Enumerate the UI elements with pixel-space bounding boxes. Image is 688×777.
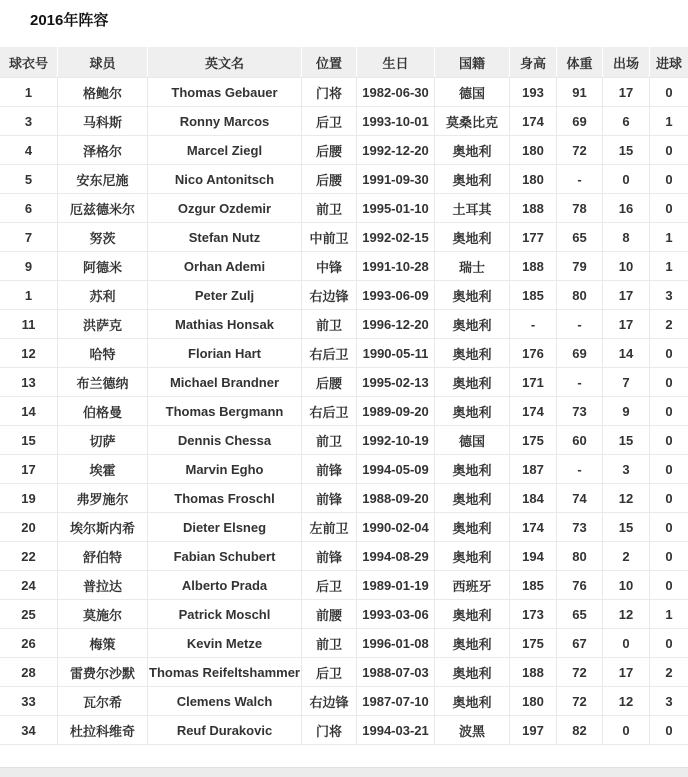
table-cell: Dieter Elsneg bbox=[148, 512, 302, 541]
table-cell: 12 bbox=[603, 686, 650, 715]
table-cell: 前腰 bbox=[302, 599, 357, 628]
table-header-row bbox=[0, 47, 688, 77]
table-cell: 门将 bbox=[302, 77, 357, 106]
table-cell: Thomas Reifeltshammer bbox=[148, 657, 302, 686]
table-cell: 1996-01-08 bbox=[357, 628, 435, 657]
table-cell: 0 bbox=[650, 77, 688, 106]
table-cell: 西班牙 bbox=[435, 570, 510, 599]
table-cell: 后卫 bbox=[302, 570, 357, 599]
table-cell: 1989-01-19 bbox=[357, 570, 435, 599]
table-cell: 174 bbox=[510, 512, 557, 541]
column-header: 出场 bbox=[603, 47, 650, 77]
table-cell: 后腰 bbox=[302, 164, 357, 193]
roster-table bbox=[0, 47, 688, 745]
table-cell: 雷费尔沙默 bbox=[58, 657, 148, 686]
table-cell: 0 bbox=[650, 454, 688, 483]
table-cell: 0 bbox=[650, 715, 688, 744]
table-cell: Orhan Ademi bbox=[148, 251, 302, 280]
table-cell: 11 bbox=[0, 309, 58, 338]
table-cell: - bbox=[557, 309, 603, 338]
table-cell: 2 bbox=[650, 309, 688, 338]
table-cell: 1 bbox=[650, 106, 688, 135]
table-cell: 莫施尔 bbox=[58, 599, 148, 628]
table-row bbox=[0, 135, 688, 164]
table-cell: 德国 bbox=[435, 77, 510, 106]
table-row bbox=[0, 686, 688, 715]
table-cell: 伯格曼 bbox=[58, 396, 148, 425]
table-cell: 奥地利 bbox=[435, 483, 510, 512]
table-cell: Ronny Marcos bbox=[148, 106, 302, 135]
table-cell: - bbox=[557, 454, 603, 483]
table-cell: 10 bbox=[603, 251, 650, 280]
table-cell: 中锋 bbox=[302, 251, 357, 280]
table-cell: 187 bbox=[510, 454, 557, 483]
table-cell: 74 bbox=[557, 483, 603, 512]
table-cell: 奥地利 bbox=[435, 396, 510, 425]
table-cell: 65 bbox=[557, 222, 603, 251]
table-body bbox=[0, 77, 688, 744]
table-cell: 奥地利 bbox=[435, 657, 510, 686]
table-cell: 67 bbox=[557, 628, 603, 657]
table-cell: 176 bbox=[510, 338, 557, 367]
table-cell: - bbox=[510, 309, 557, 338]
table-cell: 3 bbox=[650, 686, 688, 715]
table-cell: 0 bbox=[603, 628, 650, 657]
table-cell: 埃霍 bbox=[58, 454, 148, 483]
table-cell: 0 bbox=[650, 338, 688, 367]
column-header: 球衣号 bbox=[0, 47, 58, 77]
table-cell: Marcel Ziegl bbox=[148, 135, 302, 164]
table-cell: Clemens Walch bbox=[148, 686, 302, 715]
table-cell: 184 bbox=[510, 483, 557, 512]
table-cell: 65 bbox=[557, 599, 603, 628]
table-cell: 奥地利 bbox=[435, 135, 510, 164]
table-row bbox=[0, 715, 688, 744]
table-cell: 188 bbox=[510, 657, 557, 686]
table-cell: 舒伯特 bbox=[58, 541, 148, 570]
table-cell: Mathias Honsak bbox=[148, 309, 302, 338]
table-cell: 174 bbox=[510, 396, 557, 425]
table-cell: 34 bbox=[0, 715, 58, 744]
table-cell: 1 bbox=[0, 77, 58, 106]
table-row bbox=[0, 599, 688, 628]
table-cell: 1990-05-11 bbox=[357, 338, 435, 367]
table-cell: Marvin Egho bbox=[148, 454, 302, 483]
table-cell: 7 bbox=[603, 367, 650, 396]
table-cell: 6 bbox=[603, 106, 650, 135]
table-cell: Michael Brandner bbox=[148, 367, 302, 396]
column-header: 英文名 bbox=[148, 47, 302, 77]
table-cell: 0 bbox=[650, 367, 688, 396]
table-row bbox=[0, 657, 688, 686]
table-cell: 0 bbox=[650, 425, 688, 454]
table-row bbox=[0, 222, 688, 251]
table-cell: 14 bbox=[603, 338, 650, 367]
table-cell: 193 bbox=[510, 77, 557, 106]
table-row bbox=[0, 512, 688, 541]
table-cell: 1988-07-03 bbox=[357, 657, 435, 686]
table-cell: 80 bbox=[557, 541, 603, 570]
table-cell: 左前卫 bbox=[302, 512, 357, 541]
table-cell: 175 bbox=[510, 628, 557, 657]
table-cell: 1996-12-20 bbox=[357, 309, 435, 338]
column-header: 进球 bbox=[650, 47, 688, 77]
table-cell: 奥地利 bbox=[435, 541, 510, 570]
table-cell: Fabian Schubert bbox=[148, 541, 302, 570]
table-cell: 1989-09-20 bbox=[357, 396, 435, 425]
table-cell: 5 bbox=[0, 164, 58, 193]
table-cell: 69 bbox=[557, 106, 603, 135]
table-cell: 175 bbox=[510, 425, 557, 454]
table-row bbox=[0, 280, 688, 309]
table-cell: 弗罗施尔 bbox=[58, 483, 148, 512]
table-cell: 前卫 bbox=[302, 425, 357, 454]
table-cell: 0 bbox=[650, 193, 688, 222]
table-cell: 0 bbox=[650, 628, 688, 657]
table-cell: 78 bbox=[557, 193, 603, 222]
table-cell: 波黑 bbox=[435, 715, 510, 744]
table-cell: Patrick Moschl bbox=[148, 599, 302, 628]
table-cell: Reuf Durakovic bbox=[148, 715, 302, 744]
table-cell: 1994-03-21 bbox=[357, 715, 435, 744]
table-cell: 69 bbox=[557, 338, 603, 367]
table-cell: 188 bbox=[510, 251, 557, 280]
table-cell: 1 bbox=[650, 222, 688, 251]
table-cell: 174 bbox=[510, 106, 557, 135]
table-cell: 79 bbox=[557, 251, 603, 280]
table-cell: 7 bbox=[0, 222, 58, 251]
table-cell: 奥地利 bbox=[435, 454, 510, 483]
table-cell: 后卫 bbox=[302, 657, 357, 686]
table-cell: 后卫 bbox=[302, 106, 357, 135]
table-cell: 前卫 bbox=[302, 309, 357, 338]
table-cell: 185 bbox=[510, 570, 557, 599]
table-cell: 22 bbox=[0, 541, 58, 570]
table-row bbox=[0, 77, 688, 106]
table-cell: 26 bbox=[0, 628, 58, 657]
table-cell: 奥地利 bbox=[435, 628, 510, 657]
table-cell: 1987-07-10 bbox=[357, 686, 435, 715]
table-cell: 莫桑比克 bbox=[435, 106, 510, 135]
table-cell: 3 bbox=[650, 280, 688, 309]
table-cell: 1994-05-09 bbox=[357, 454, 435, 483]
table-cell: Peter Zulj bbox=[148, 280, 302, 309]
table-cell: Nico Antonitsch bbox=[148, 164, 302, 193]
table-row bbox=[0, 338, 688, 367]
table-cell: 前卫 bbox=[302, 628, 357, 657]
table-row bbox=[0, 541, 688, 570]
table-cell: 布兰德纳 bbox=[58, 367, 148, 396]
table-cell: 前锋 bbox=[302, 454, 357, 483]
table-cell: 杜拉科维奇 bbox=[58, 715, 148, 744]
table-cell: 76 bbox=[557, 570, 603, 599]
table-cell: 1992-10-19 bbox=[357, 425, 435, 454]
table-cell: 197 bbox=[510, 715, 557, 744]
table-cell: 前卫 bbox=[302, 193, 357, 222]
table-cell: 0 bbox=[650, 483, 688, 512]
table-cell: 1 bbox=[650, 599, 688, 628]
table-cell: Thomas Gebauer bbox=[148, 77, 302, 106]
table-cell: 6 bbox=[0, 193, 58, 222]
table-cell: 180 bbox=[510, 164, 557, 193]
table-cell: 19 bbox=[0, 483, 58, 512]
table-cell: - bbox=[557, 164, 603, 193]
table-cell: 1990-02-04 bbox=[357, 512, 435, 541]
table-cell: 苏利 bbox=[58, 280, 148, 309]
table-cell: 马科斯 bbox=[58, 106, 148, 135]
table-cell: 4 bbox=[0, 135, 58, 164]
table-cell: 12 bbox=[603, 483, 650, 512]
table-cell: 0 bbox=[650, 396, 688, 425]
table-cell: 梅策 bbox=[58, 628, 148, 657]
table-cell: 奥地利 bbox=[435, 367, 510, 396]
table-cell: 奥地利 bbox=[435, 512, 510, 541]
table-cell: 17 bbox=[0, 454, 58, 483]
table-cell: 奥地利 bbox=[435, 222, 510, 251]
table-cell: 91 bbox=[557, 77, 603, 106]
table-cell: 埃尔斯内希 bbox=[58, 512, 148, 541]
table-cell: 泽格尔 bbox=[58, 135, 148, 164]
table-row bbox=[0, 309, 688, 338]
table-cell: 14 bbox=[0, 396, 58, 425]
table-cell: 前锋 bbox=[302, 541, 357, 570]
table-cell: 80 bbox=[557, 280, 603, 309]
table-cell: 15 bbox=[603, 425, 650, 454]
table-cell: 177 bbox=[510, 222, 557, 251]
table-cell: - bbox=[557, 367, 603, 396]
table-cell: 12 bbox=[0, 338, 58, 367]
table-cell: 8 bbox=[603, 222, 650, 251]
table-cell: 阿德米 bbox=[58, 251, 148, 280]
table-cell: 1 bbox=[0, 280, 58, 309]
table-cell: 0 bbox=[650, 570, 688, 599]
table-cell: 1993-03-06 bbox=[357, 599, 435, 628]
table-row bbox=[0, 251, 688, 280]
table-cell: 后腰 bbox=[302, 135, 357, 164]
column-header: 国籍 bbox=[435, 47, 510, 77]
table-cell: 0 bbox=[650, 135, 688, 164]
table-cell: 17 bbox=[603, 77, 650, 106]
column-header: 球员 bbox=[58, 47, 148, 77]
table-cell: 后腰 bbox=[302, 367, 357, 396]
table-cell: 173 bbox=[510, 599, 557, 628]
table-cell: 28 bbox=[0, 657, 58, 686]
table-cell: Thomas Froschl bbox=[148, 483, 302, 512]
table-row bbox=[0, 164, 688, 193]
table-cell: 33 bbox=[0, 686, 58, 715]
table-cell: 格鲍尔 bbox=[58, 77, 148, 106]
table-cell: 188 bbox=[510, 193, 557, 222]
page-title: 2016年阵容 bbox=[30, 12, 109, 29]
table-row bbox=[0, 193, 688, 222]
table-cell: 切萨 bbox=[58, 425, 148, 454]
table-cell: 努茨 bbox=[58, 222, 148, 251]
table-cell: 1995-01-10 bbox=[357, 193, 435, 222]
table-cell: 12 bbox=[603, 599, 650, 628]
table-cell: 0 bbox=[650, 512, 688, 541]
table-cell: 2 bbox=[603, 541, 650, 570]
table-cell: 德国 bbox=[435, 425, 510, 454]
table-cell: 1992-12-20 bbox=[357, 135, 435, 164]
table-cell: 3 bbox=[603, 454, 650, 483]
table-cell: 安东尼施 bbox=[58, 164, 148, 193]
table-cell: Florian Hart bbox=[148, 338, 302, 367]
table-cell: 1993-06-09 bbox=[357, 280, 435, 309]
table-cell: 73 bbox=[557, 512, 603, 541]
table-cell: 25 bbox=[0, 599, 58, 628]
table-cell: 中前卫 bbox=[302, 222, 357, 251]
table-cell: Dennis Chessa bbox=[148, 425, 302, 454]
table-cell: Alberto Prada bbox=[148, 570, 302, 599]
table-cell: 10 bbox=[603, 570, 650, 599]
table-cell: 15 bbox=[0, 425, 58, 454]
table-cell: 1988-09-20 bbox=[357, 483, 435, 512]
table-cell: 82 bbox=[557, 715, 603, 744]
table-cell: 1995-02-13 bbox=[357, 367, 435, 396]
table-cell: 0 bbox=[650, 164, 688, 193]
table-cell: Ozgur Ozdemir bbox=[148, 193, 302, 222]
table-cell: 奥地利 bbox=[435, 338, 510, 367]
table-cell: 73 bbox=[557, 396, 603, 425]
table-cell: 1994-08-29 bbox=[357, 541, 435, 570]
column-header: 身高 bbox=[510, 47, 557, 77]
table-row bbox=[0, 628, 688, 657]
table-cell: 180 bbox=[510, 135, 557, 164]
table-cell: 奥地利 bbox=[435, 686, 510, 715]
table-cell: 16 bbox=[603, 193, 650, 222]
table-cell: 右边锋 bbox=[302, 686, 357, 715]
table-cell: 前锋 bbox=[302, 483, 357, 512]
table-cell: 17 bbox=[603, 309, 650, 338]
column-header: 位置 bbox=[302, 47, 357, 77]
table-row bbox=[0, 570, 688, 599]
table-row bbox=[0, 483, 688, 512]
table-cell: 瑞士 bbox=[435, 251, 510, 280]
table-cell: 72 bbox=[557, 657, 603, 686]
table-cell: 土耳其 bbox=[435, 193, 510, 222]
table-cell: 13 bbox=[0, 367, 58, 396]
table-cell: 9 bbox=[603, 396, 650, 425]
table-cell: Kevin Metze bbox=[148, 628, 302, 657]
table-cell: 奥地利 bbox=[435, 280, 510, 309]
table-cell: 180 bbox=[510, 686, 557, 715]
table-row bbox=[0, 454, 688, 483]
table-cell: 72 bbox=[557, 135, 603, 164]
table-cell: 17 bbox=[603, 657, 650, 686]
table-cell: Thomas Bergmann bbox=[148, 396, 302, 425]
table-cell: 奥地利 bbox=[435, 599, 510, 628]
table-row bbox=[0, 396, 688, 425]
table-cell: 24 bbox=[0, 570, 58, 599]
table-cell: 1991-09-30 bbox=[357, 164, 435, 193]
table-cell: 171 bbox=[510, 367, 557, 396]
column-header: 体重 bbox=[557, 47, 603, 77]
table-cell: 60 bbox=[557, 425, 603, 454]
table-cell: 右后卫 bbox=[302, 338, 357, 367]
table-cell: 72 bbox=[557, 686, 603, 715]
table-cell: 185 bbox=[510, 280, 557, 309]
table-cell: 1991-10-28 bbox=[357, 251, 435, 280]
table-cell: 3 bbox=[0, 106, 58, 135]
table-cell: 瓦尔希 bbox=[58, 686, 148, 715]
table-cell: 普拉达 bbox=[58, 570, 148, 599]
table-row bbox=[0, 106, 688, 135]
table-cell: 0 bbox=[603, 164, 650, 193]
table-cell: 奥地利 bbox=[435, 164, 510, 193]
next-table-header-stub bbox=[0, 767, 688, 777]
table-cell: 15 bbox=[603, 135, 650, 164]
table-cell: 17 bbox=[603, 280, 650, 309]
table-cell: Stefan Nutz bbox=[148, 222, 302, 251]
table-cell: 1982-06-30 bbox=[357, 77, 435, 106]
table-cell: 20 bbox=[0, 512, 58, 541]
table-cell: 奥地利 bbox=[435, 309, 510, 338]
table-cell: 右后卫 bbox=[302, 396, 357, 425]
table-cell: 194 bbox=[510, 541, 557, 570]
table-cell: 0 bbox=[603, 715, 650, 744]
table-cell: 厄兹德米尔 bbox=[58, 193, 148, 222]
table-cell: 9 bbox=[0, 251, 58, 280]
table-cell: 2 bbox=[650, 657, 688, 686]
table-row bbox=[0, 367, 688, 396]
table-cell: 右边锋 bbox=[302, 280, 357, 309]
table-cell: 1992-02-15 bbox=[357, 222, 435, 251]
table-cell: 哈特 bbox=[58, 338, 148, 367]
column-header: 生日 bbox=[357, 47, 435, 77]
table-row bbox=[0, 425, 688, 454]
table-cell: 15 bbox=[603, 512, 650, 541]
table-cell: 1 bbox=[650, 251, 688, 280]
table-cell: 0 bbox=[650, 541, 688, 570]
table-cell: 1993-10-01 bbox=[357, 106, 435, 135]
table-cell: 洪萨克 bbox=[58, 309, 148, 338]
table-cell: 门将 bbox=[302, 715, 357, 744]
